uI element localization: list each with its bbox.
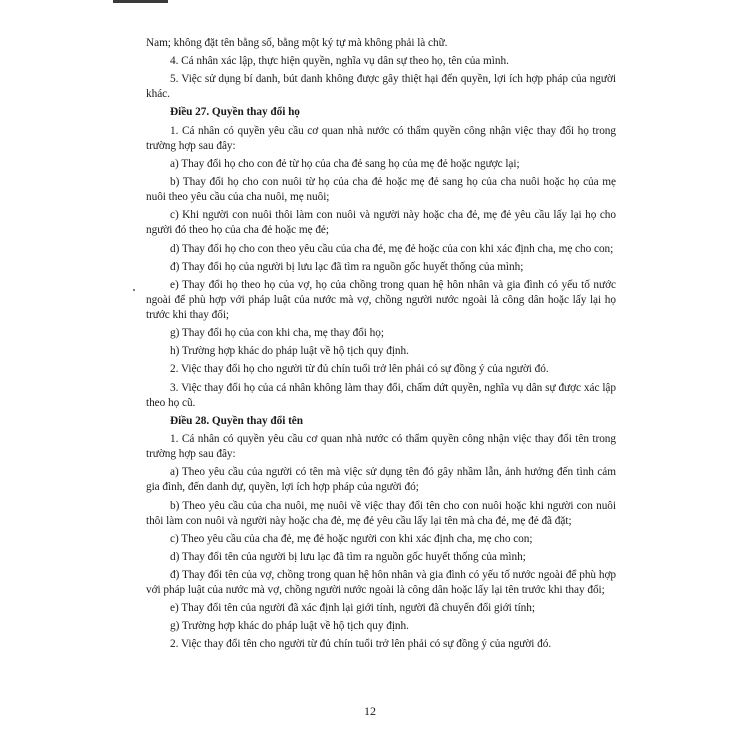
article-27-paragraph: 2. Việc thay đổi họ cho người từ đủ chín tuổi trở lên phải có sự đồng ý của người đó. [170,363,549,376]
article-28-paragraph: e) Thay đổi tên của người đã xác định lại giới tính, người đã chuyển đổi giới tính; [170,602,535,615]
article-28-paragraph: a) Theo yêu cầu của người có tên mà việc sử dụng tên đó gây nhầm lẫn, ảnh hưởng đến tình cảm gia đình, đến danh dự, quyền, lợi ích hợp pháp của người đó; [146,466,616,494]
article-28-heading: Điều 28. Quyền thay đổi tên [170,414,303,427]
article-27-heading: Điều 27. Quyền thay đổi họ [170,106,300,119]
document-page [146,36,616,656]
article-28-paragraph: d) Thay đổi tên của người bị lưu lạc đã tìm ra nguồn gốc huyết thống của mình; [170,550,526,563]
article-27-paragraph: d) Thay đổi họ cho con theo yêu cầu của cha đẻ, mẹ đẻ hoặc của con khi xác định cha, mẹ cho con; [170,242,614,255]
page-number: 12 [364,704,376,718]
article-27-paragraph: đ) Thay đổi họ của người bị lưu lạc đã tìm ra nguồn gốc huyết thống của mình; [170,260,524,273]
article-27-paragraph: 1. Cá nhân có quyền yêu cầu cơ quan nhà nước có thẩm quyền công nhận việc thay đổi họ trong trường hợp sau đây: [146,124,616,152]
article-28-paragraph: đ) Thay đổi tên của vợ, chồng trong quan hệ hôn nhân và gia đình có yếu tố nước ngoài để phù hợp với pháp luật của nước mà vợ, chồng người nước ngoài là công dân hoặc lấy lại tên trước khi thay đổi; [146,569,616,597]
intro-paragraph-3: 5. Việc sử dụng bí danh, bút danh không được gây thiệt hại đến quyền, lợi ích hợp pháp của người khác. [146,73,616,101]
article-27-paragraph: e) Thay đổi họ theo họ của vợ, họ của chồng trong quan hệ hôn nhân và gia đình có yếu tố nước ngoài để phù hợp với pháp luật của nước mà vợ, chồng người nước ngoài là công dân hoặc lấy lại họ trước khi thay đổi; [146,278,616,322]
article-27-paragraph: h) Trường hợp khác do pháp luật về hộ tịch quy định. [170,345,409,358]
article-28-paragraph: g) Trường hợp khác do pháp luật về hộ tịch quy định. [170,620,409,633]
article-28-paragraph: 1. Cá nhân có quyền yêu cầu cơ quan nhà nước có thẩm quyền công nhận việc thay đổi tên trong trường hợp sau đây: [146,432,616,461]
article-28-paragraph: c) Theo yêu cầu của cha đẻ, mẹ đẻ hoặc người con khi xác định cha, mẹ cho con; [170,532,533,545]
article-27-paragraph: a) Thay đổi họ cho con đẻ từ họ của cha đẻ sang họ của mẹ đẻ hoặc ngược lại; [170,157,520,170]
scan-speck [133,289,135,291]
intro-paragraph-2: 4. Cá nhân xác lập, thực hiện quyền, nghĩa vụ dân sự theo họ, tên của mình. [170,55,509,68]
article-28-paragraph: b) Theo yêu cầu của cha nuôi, mẹ nuôi về việc thay đổi tên cho con nuôi hoặc khi người con nuôi thôi làm con nuôi và người này hoặc cha đẻ, mẹ đẻ yêu cầu lấy lại tên mà cha đẻ, mẹ đẻ đã đặt; [146,499,616,527]
article-27-paragraph: c) Khi người con nuôi thôi làm con nuôi và người này hoặc cha đẻ, mẹ đẻ yêu cầu lấy lại họ cho người đó theo họ của cha đẻ hoặc mẹ đẻ; [146,209,616,237]
article-28-paragraph: 2. Việc thay đổi tên cho người từ đủ chín tuổi trở lên phải có sự đồng ý của người đó. [170,638,552,651]
article-27-paragraph: 3. Việc thay đổi họ của cá nhân không làm thay đổi, chấm dứt quyền, nghĩa vụ dân sự được xác lập theo họ cũ. [146,381,616,409]
intro-paragraph-1: Nam; không đặt tên bằng số, bằng một ký tự mà không phải là chữ. [146,37,448,49]
article-27-paragraph: b) Thay đổi họ cho con nuôi từ họ của cha đẻ hoặc mẹ đẻ sang họ của cha nuôi hoặc họ của mẹ nuôi theo yêu cầu của cha nuôi, mẹ nuôi; [146,175,616,204]
article-27-paragraph: g) Thay đổi họ của con khi cha, mẹ thay đổi họ; [170,327,384,340]
scan-edge-mark [113,0,168,3]
